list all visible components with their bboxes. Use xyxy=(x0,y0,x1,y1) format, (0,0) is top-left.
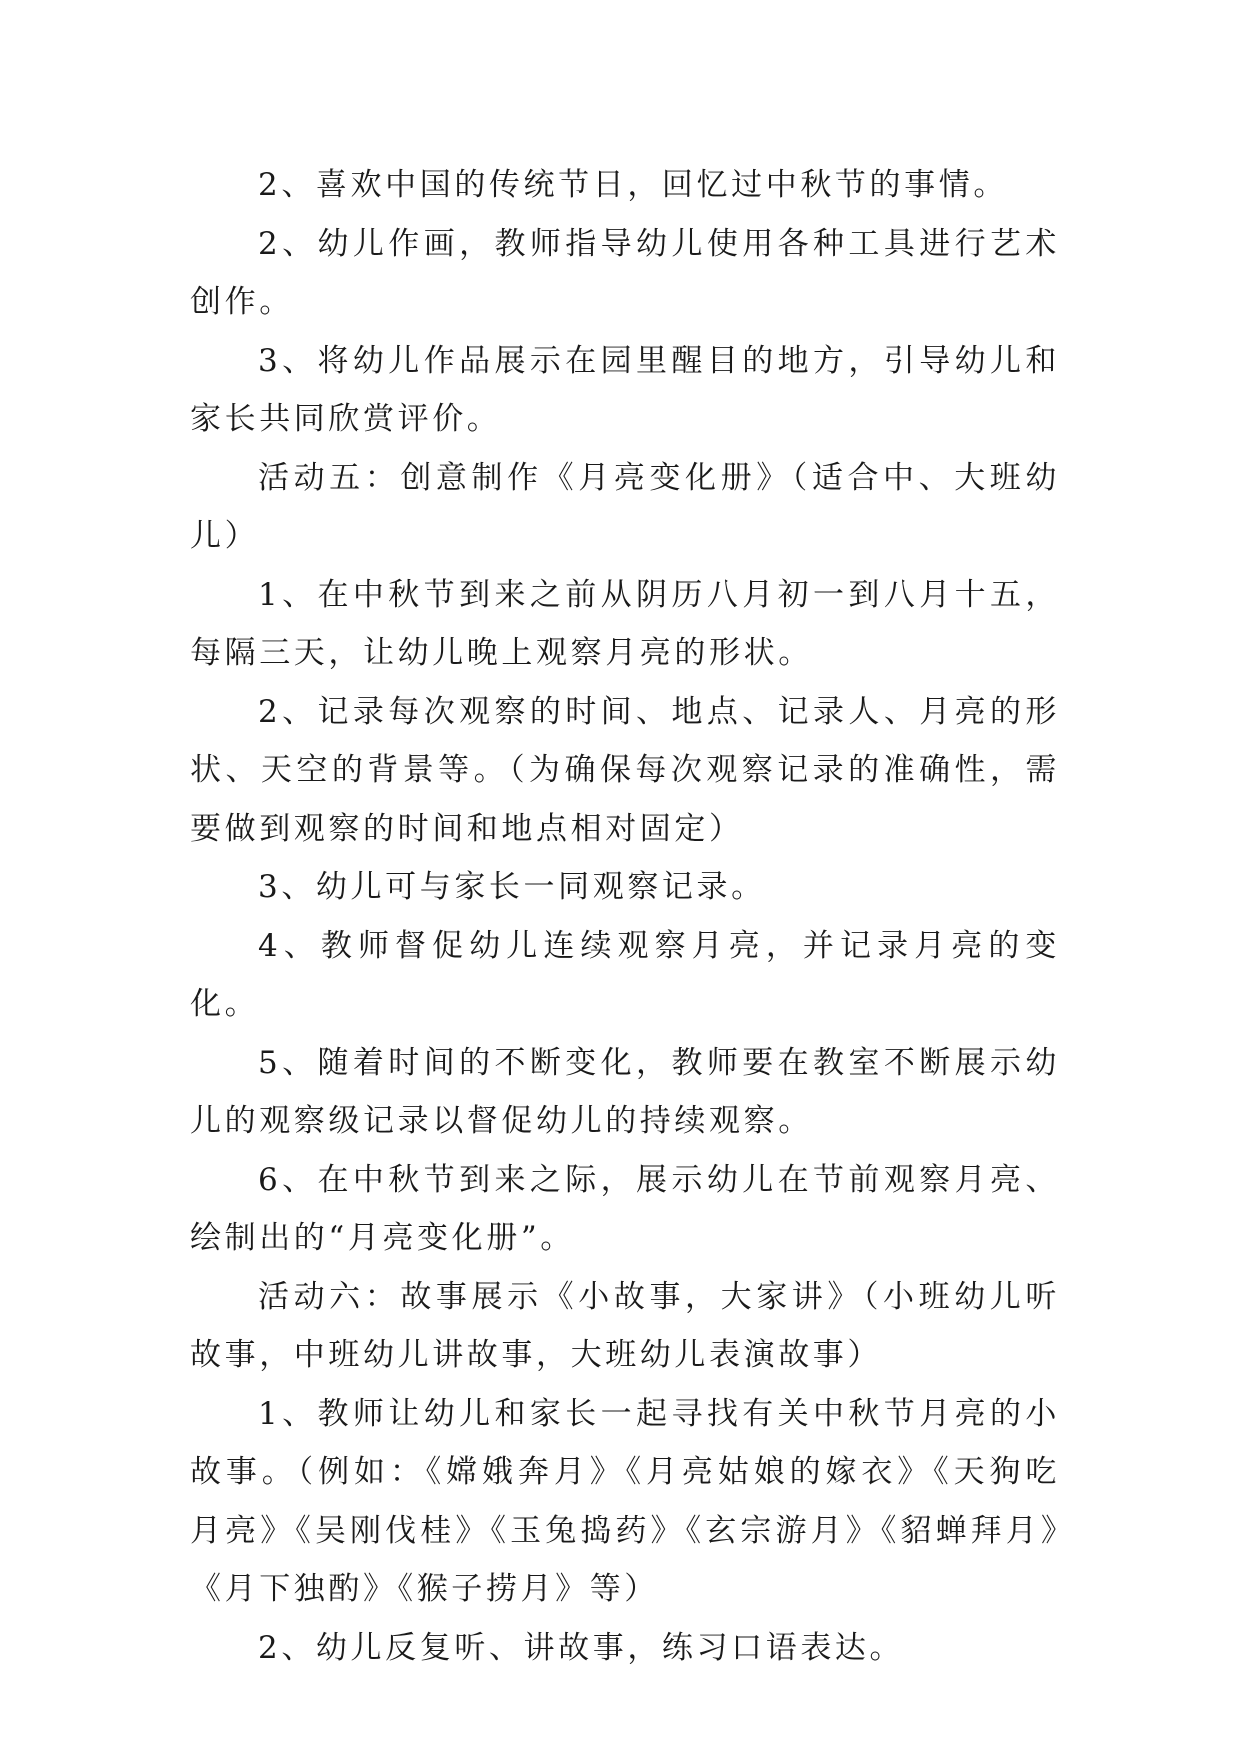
paragraph-teacher-urge: 4、教师督促幼儿连续观察月亮，并记录月亮的变化。 xyxy=(190,927,1060,1022)
document-page xyxy=(190,156,1060,1677)
paragraph-record: 2、记录每次观察的时间、地点、记录人、月亮的形状、天空的背景等。（为确保每次观察记录的准确性，需要做到观察的时间和地点相对固定） xyxy=(190,693,1060,847)
paragraph-exhibit: 3、将幼儿作品展示在园里醒目的地方，引导幼儿和家长共同欣赏评价。 xyxy=(190,342,1060,437)
paragraph-find-stories: 1、教师让幼儿和家长一起寻找有关中秋节月亮的小故事。（例如：《嫦娥奔月》《月亮姑娘的嫁衣》《天狗吃月亮》《吴刚伐桂》《玉兔捣药》《玄宗游月》《貂蝉拜月》《月下独酌》《猴子捞月》等） xyxy=(190,1395,1060,1607)
paragraph-preference: 2、喜欢中国的传统节日，回忆过中秋节的事情。 xyxy=(258,167,1008,203)
paragraph-moon-observe: 1、在中秋节到来之前从阴历八月初一到八月十五，每隔三天，让幼儿晚上观察月亮的形状。 xyxy=(190,576,1060,671)
activity-five-heading: 活动五：创意制作《月亮变化册》（适合中、大班幼儿） xyxy=(190,459,1060,554)
paragraph-tell-stories: 2、幼儿反复听、讲故事，练习口语表达。 xyxy=(258,1629,905,1666)
activity-six-heading: 活动六：故事展示《小故事，大家讲》（小班幼儿听故事，中班幼儿讲故事，大班幼儿表演故事） xyxy=(190,1278,1060,1373)
paragraph-with-parents: 3、幼儿可与家长一同观察记录。 xyxy=(258,869,766,905)
paragraph-painting: 2、幼儿作画，教师指导幼儿使用各种工具进行艺术创作。 xyxy=(190,225,1060,320)
paragraph-display-records: 5、随着时间的不断变化，教师要在教室不断展示幼儿的观察级记录以督促幼儿的持续观察。 xyxy=(190,1044,1060,1139)
paragraph-moon-book: 6、在中秋节到来之际，展示幼儿在节前观察月亮、绘制出的“月亮变化册”。 xyxy=(190,1161,1060,1256)
